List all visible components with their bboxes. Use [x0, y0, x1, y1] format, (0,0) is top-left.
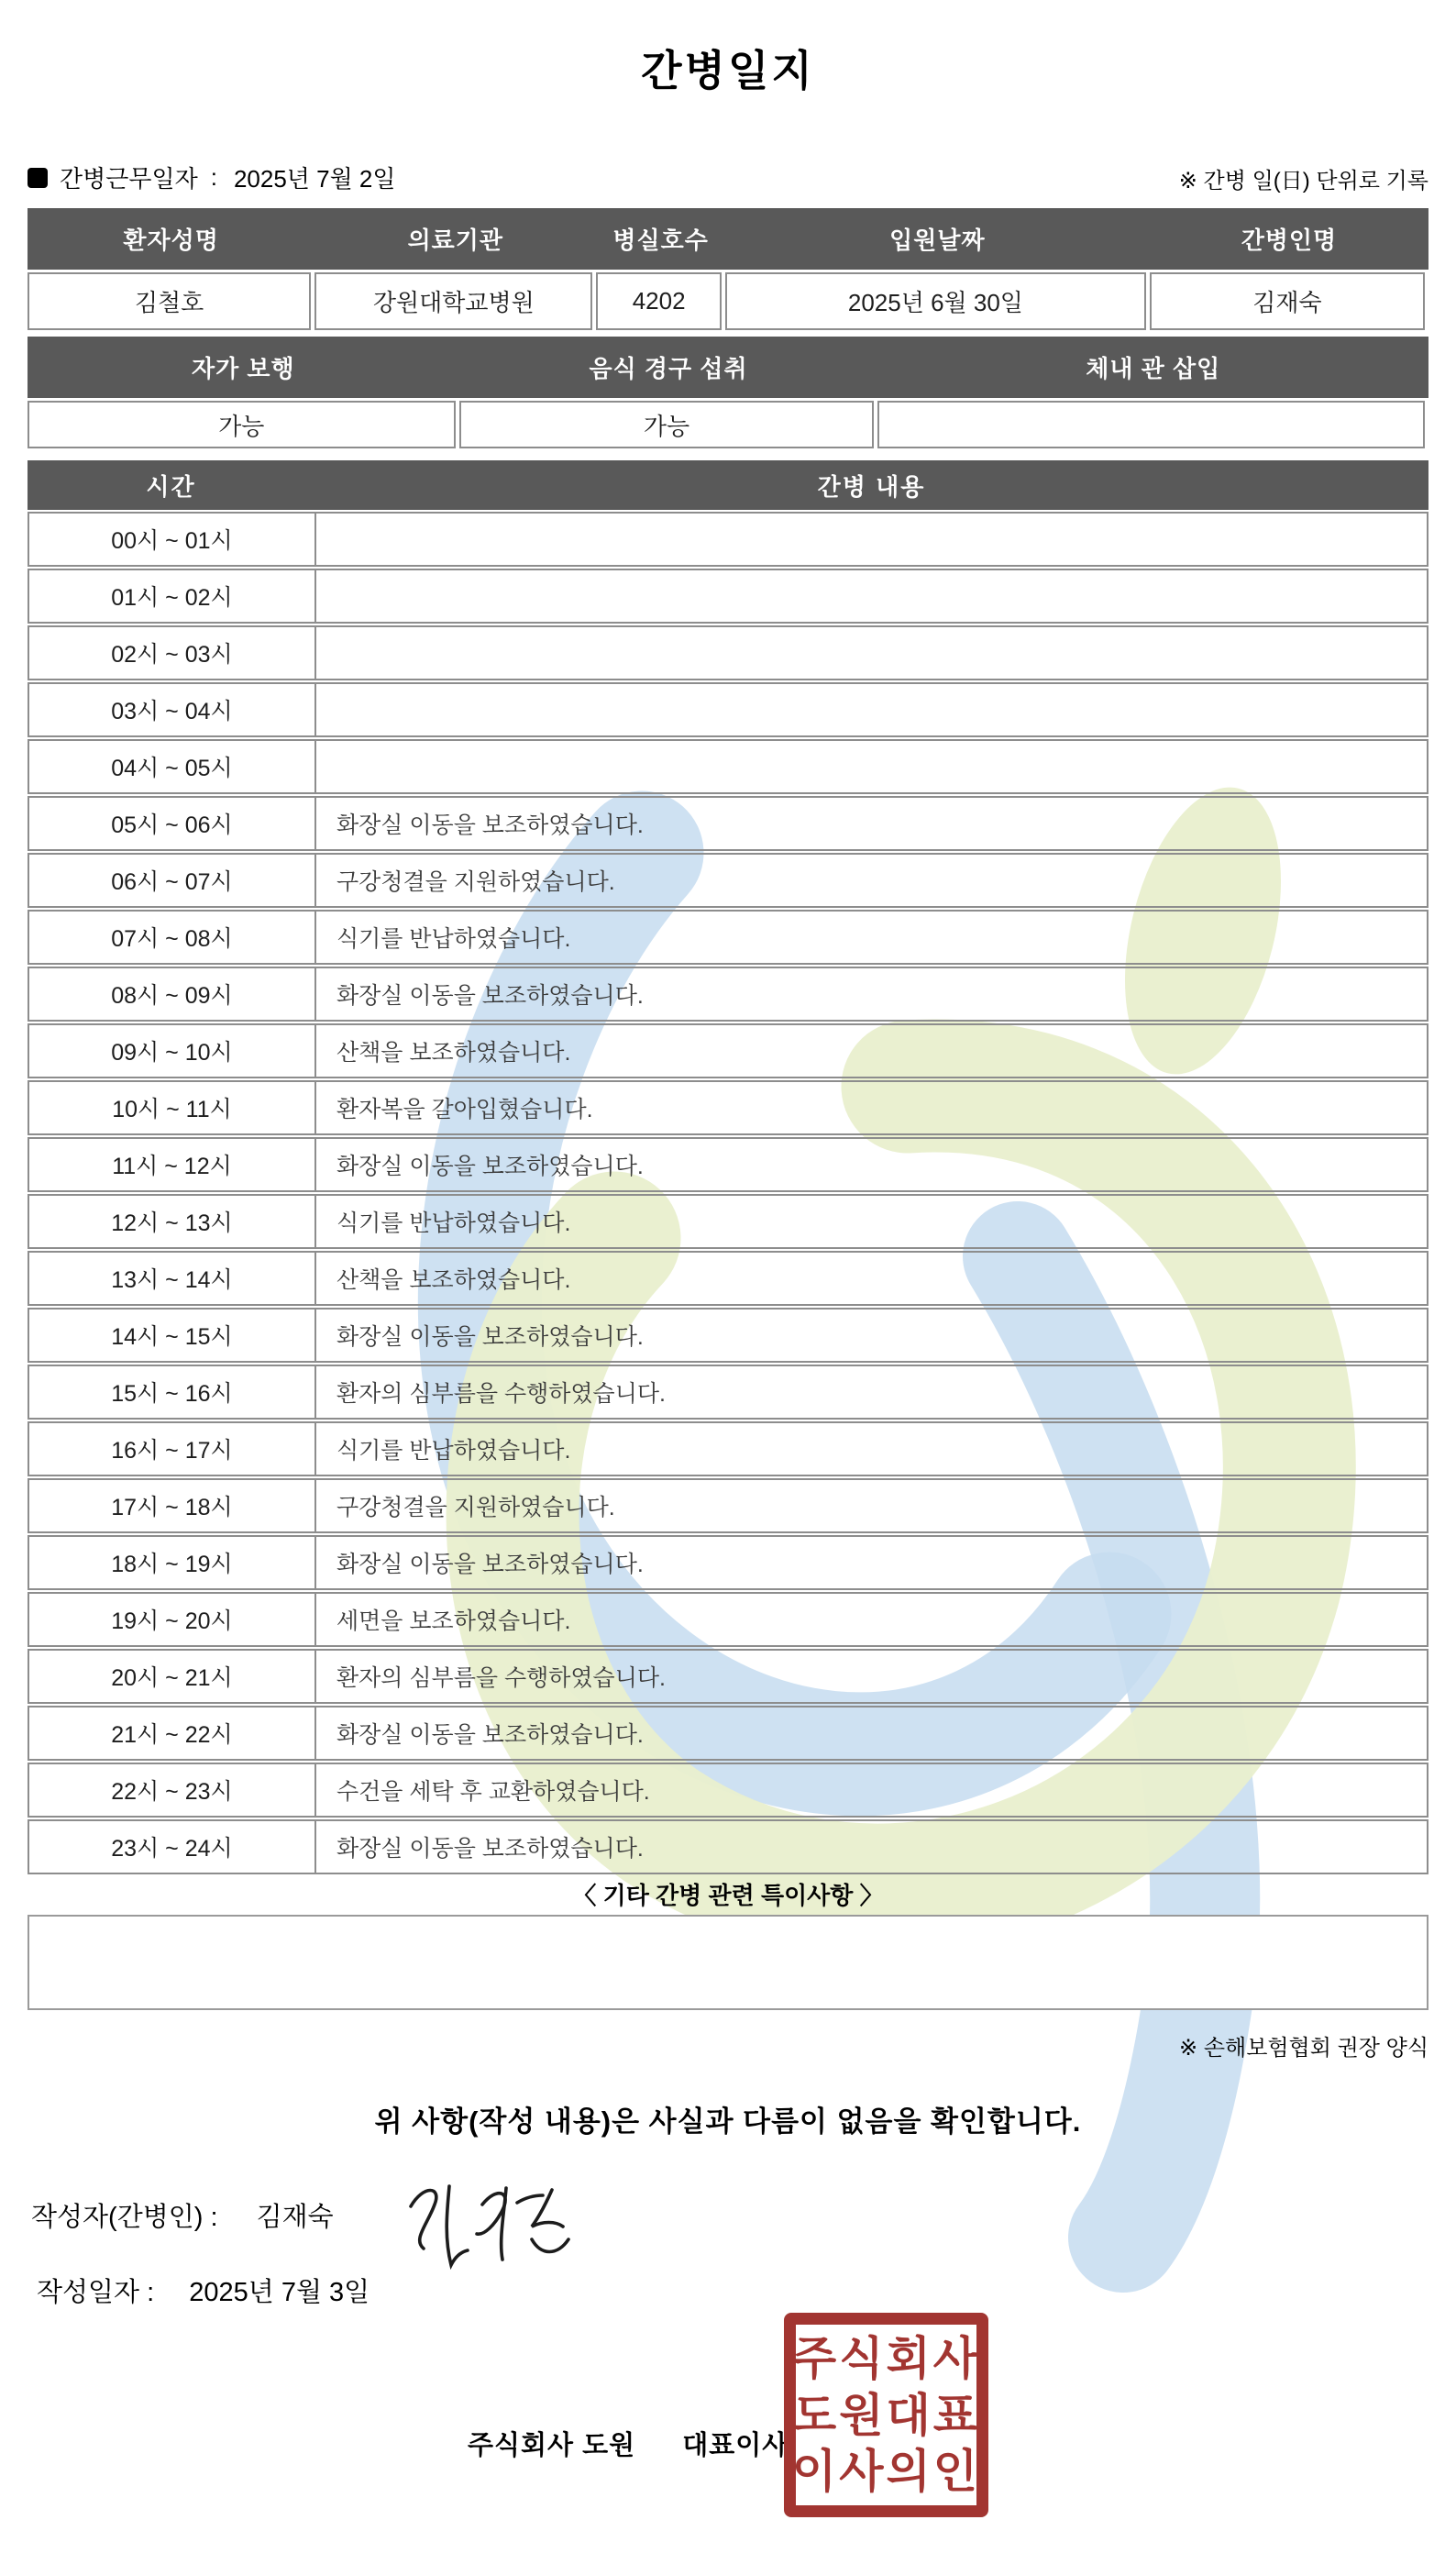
written-date-label: 작성일자 :: [37, 2278, 155, 2307]
care-content-cell: [314, 739, 1428, 794]
time-cell: 10시 ~ 11시: [28, 1080, 314, 1135]
care-log-table: [28, 460, 1428, 1874]
confirmation-statement: 위 사항(작성 내용)은 사실과 다름이 없음을 확인합니다.: [374, 2105, 1082, 2138]
care-table-row: [28, 1080, 1428, 1135]
care-content-cell: 환자의 심부름을 수행하였습니다.: [314, 1365, 1428, 1420]
time-cell: 23시 ~ 24시: [28, 1819, 314, 1874]
time-cell: 19시 ~ 20시: [28, 1592, 314, 1647]
care-table-row: [28, 1763, 1428, 1818]
time-cell: 12시 ~ 13시: [28, 1194, 314, 1249]
written-date-line: [28, 2274, 1428, 2311]
care-content-cell: 화장실 이동을 보조하였습니다.: [314, 1308, 1428, 1363]
table-header-cell: 체내 관 삽입: [1086, 355, 1221, 382]
table-header-cell: 입원날짜: [889, 227, 986, 254]
time-cell: 03시 ~ 04시: [28, 682, 314, 737]
care-content-cell: 식기를 반납하였습니다.: [314, 910, 1428, 965]
time-cell: 08시 ~ 09시: [28, 967, 314, 1022]
table-cell: 가능: [459, 401, 875, 448]
meta-row: [28, 160, 1428, 194]
care-content-cell: 화장실 이동을 보조하였습니다.: [314, 967, 1428, 1022]
ceo-label: 대표이사: [682, 2431, 789, 2460]
care-work-date-label: 간병근무일자: [60, 165, 198, 193]
company-name: 주식회사 도원: [468, 2431, 636, 2460]
table-header-cell: 환자성명: [123, 227, 219, 254]
time-cell: 15시 ~ 16시: [28, 1365, 314, 1420]
unit-note: ※ 간병 일(日) 단위로 기록: [1178, 169, 1428, 193]
status_table-value-row: [28, 401, 1428, 448]
care-table-row: [28, 853, 1428, 908]
care-content-cell: 산책을 보조하였습니다.: [314, 1251, 1428, 1306]
written-date-value: 2025년 7월 3일: [189, 2278, 370, 2307]
care-content-cell: 환자복을 갈아입혔습니다.: [314, 1080, 1428, 1135]
table-cell: 김철호: [28, 272, 311, 330]
extras-notes-box: [28, 1915, 1428, 2010]
writer-label: 작성자(간병인) :: [31, 2203, 218, 2232]
content-column-header: 간병 내용: [817, 472, 926, 501]
time-cell: 16시 ~ 17시: [28, 1421, 314, 1476]
time-cell: 04시 ~ 05시: [28, 739, 314, 794]
care-content-cell: [314, 682, 1428, 737]
care-table-header: [28, 460, 1428, 510]
care-table-row: [28, 1819, 1428, 1874]
care-content-cell: 화장실 이동을 보조하였습니다.: [314, 1706, 1428, 1761]
care-table-row: [28, 910, 1428, 965]
care-table-row: [28, 1706, 1428, 1761]
table-cell: 4202: [596, 272, 722, 330]
stamp-line: 주식회사: [791, 2332, 981, 2384]
care-table-row: [28, 1251, 1428, 1306]
care-table-row: [28, 1649, 1428, 1704]
table-cell: 2025년 6월 30일: [725, 272, 1146, 330]
care-table-row: [28, 967, 1428, 1022]
time-cell: 18시 ~ 19시: [28, 1535, 314, 1590]
status_table-header-row: [28, 337, 1428, 398]
care-content-cell: [314, 512, 1428, 567]
stamp-line: 도원대표: [791, 2389, 981, 2441]
care-content-cell: 구강청결을 지원하였습니다.: [314, 853, 1428, 908]
care-content-cell: [314, 569, 1428, 624]
page-title: 간병일지: [641, 47, 815, 94]
time-cell: 11시 ~ 12시: [28, 1137, 314, 1192]
care-table-row: [28, 1478, 1428, 1533]
patient_table-header-row: [28, 208, 1428, 270]
time-cell: 07시 ~ 08시: [28, 910, 314, 965]
time-cell: 05시 ~ 06시: [28, 796, 314, 851]
care-content-cell: 식기를 반납하였습니다.: [314, 1421, 1428, 1476]
care-table-row: [28, 1535, 1428, 1590]
care-table-row: [28, 1194, 1428, 1249]
time-cell: 22시 ~ 23시: [28, 1763, 314, 1818]
square-bullet-icon: [28, 168, 48, 188]
company-row: [28, 2311, 1428, 2564]
time-cell: 09시 ~ 10시: [28, 1023, 314, 1078]
care-table-row: [28, 512, 1428, 567]
form-note: ※ 손해보험협회 권장 양식: [1179, 2036, 1428, 2061]
care-content-cell: 화장실 이동을 보조하였습니다.: [314, 1819, 1428, 1874]
table-cell: [877, 401, 1425, 448]
care-table-row: [28, 625, 1428, 680]
table-header-cell: 음식 경구 섭취: [589, 355, 748, 382]
care-content-cell: 구강청결을 지원하였습니다.: [314, 1478, 1428, 1533]
table-header-cell: 자가 보행: [191, 355, 295, 382]
care-content-cell: 환자의 심부름을 수행하였습니다.: [314, 1649, 1428, 1704]
care-content-cell: 세면을 보조하였습니다.: [314, 1592, 1428, 1647]
care-table-row: [28, 1308, 1428, 1363]
care-content-cell: 식기를 반납하였습니다.: [314, 1194, 1428, 1249]
table-header-cell: 병실호수: [612, 227, 709, 254]
time-cell: 20시 ~ 21시: [28, 1649, 314, 1704]
company-line: [468, 2430, 789, 2461]
time-cell: 02시 ~ 03시: [28, 625, 314, 680]
time-column-header: 시간: [146, 472, 196, 501]
care-table-row: [28, 1365, 1428, 1420]
care-content-cell: [314, 625, 1428, 680]
stamp-line: 이사의인: [791, 2446, 981, 2498]
company-seal-stamp: [784, 2313, 988, 2517]
time-cell: 21시 ~ 22시: [28, 1706, 314, 1761]
care-content-cell: 수건을 세탁 후 교환하였습니다.: [314, 1763, 1428, 1818]
time-cell: 06시 ~ 07시: [28, 853, 314, 908]
table-header-cell: 의료기관: [407, 227, 504, 254]
table-cell: 가능: [28, 401, 456, 448]
writer-line: [28, 2199, 1428, 2236]
care-table-row: [28, 682, 1428, 737]
table-cell: 김재숙: [1150, 272, 1425, 330]
table-cell: 강원대학교병원: [314, 272, 592, 330]
care-work-date-value: 2025년 7월 2일: [233, 165, 396, 193]
care-content-cell: 화장실 이동을 보조하였습니다.: [314, 796, 1428, 851]
time-cell: 17시 ~ 18시: [28, 1478, 314, 1533]
care-content-cell: 화장실 이동을 보조하였습니다.: [314, 1137, 1428, 1192]
writer-signature: [394, 2179, 578, 2280]
care-table-row: [28, 569, 1428, 624]
patient-status-table: [28, 337, 1428, 448]
care-content-cell: 화장실 이동을 보조하였습니다.: [314, 1535, 1428, 1590]
care-table-row: [28, 1592, 1428, 1647]
care-table-row: [28, 1137, 1428, 1192]
care-content-cell: 산책을 보조하였습니다.: [314, 1023, 1428, 1078]
care-table-row: [28, 796, 1428, 851]
care-work-date-line: [28, 160, 396, 194]
patient-info-table: [28, 208, 1428, 330]
writer-name: 김재숙: [256, 2203, 334, 2232]
care-table-row: [28, 739, 1428, 794]
time-cell: 14시 ~ 15시: [28, 1308, 314, 1363]
care-table-row: [28, 1421, 1428, 1476]
time-cell: 01시 ~ 02시: [28, 569, 314, 624]
care-table-row: [28, 1023, 1428, 1078]
colon-separator: :: [210, 163, 217, 191]
patient_table-value-row: [28, 272, 1428, 330]
table-header-cell: 간병인명: [1241, 227, 1338, 254]
time-cell: 13시 ~ 14시: [28, 1251, 314, 1306]
time-cell: 00시 ~ 01시: [28, 512, 314, 567]
extras-section-title: 〈 기타 간병 관련 특이사항 〉: [572, 1882, 884, 1909]
